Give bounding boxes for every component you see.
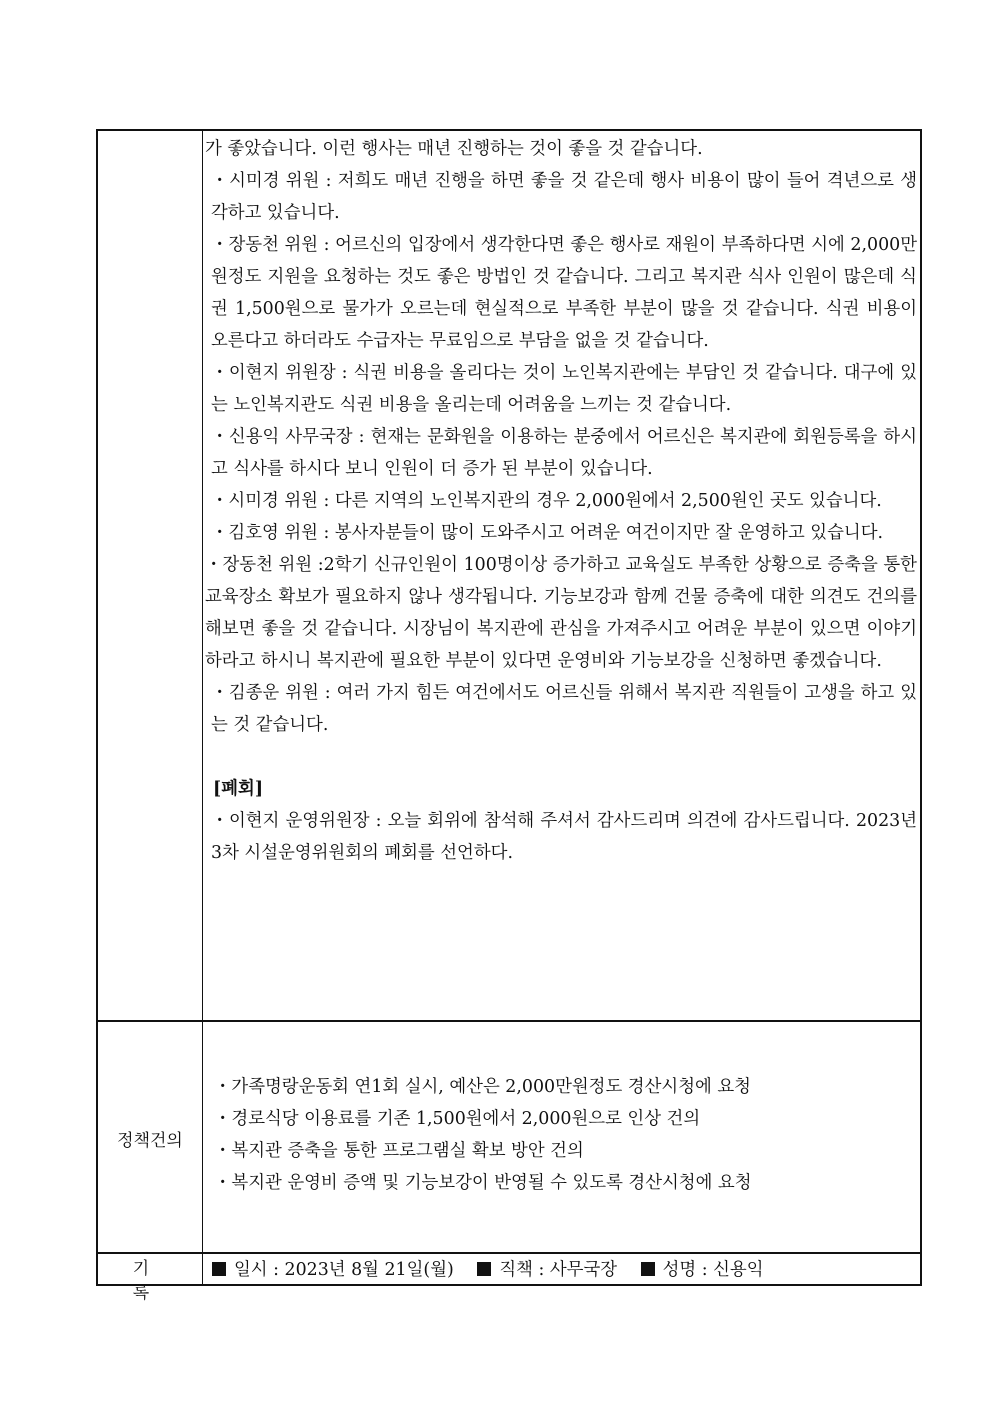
minutes-line: ・시미경 위원 : 다른 지역의 노인복지관의 경우 2,000원에서 2,500원인 곳도 있습니다.	[211, 491, 882, 511]
row-divider-record	[98, 1252, 920, 1254]
policy-item: ・복지관 증축을 통한 프로그램실 확보 방안 건의	[214, 1141, 584, 1161]
row-divider-policy	[98, 1020, 920, 1022]
closing-statement: ・이현지 운영위원장 : 오늘 회위에 참석해 주셔서 감사드리며 의견에 감사드립니다. 2023년 3차 시설운영위원회의 폐회를 선언하다.	[211, 811, 917, 863]
square-bullet-icon	[212, 1262, 226, 1276]
minutes-line: ・김종운 위원 : 여러 가지 힘든 여건에서도 어르신들 위해서 복지관 직원들이 고생을 하고 있는 것 같습니다.	[211, 683, 917, 735]
discussion-content	[205, 133, 917, 869]
minutes-line: 가 좋았습니다. 이런 행사는 매년 진행하는 것이 좋을 것 같습니다.	[205, 139, 703, 159]
policy-item: ・가족명랑운동회 연1회 실시, 예산은 2,000만원정도 경산시청에 요청	[214, 1077, 751, 1097]
minutes-line: ・장동천 위원 :2학기 신규인원이 100명이상 증가하고 교육실도 부족한 상황으로 증축을 통한 교육장소 확보가 필요하지 않나 생각됩니다. 기능보강과 함께 건물 증축에 대한 의견도 건의를 해보면 좋을 것 같습니다. 시장님이 복지관에 관심을 가져주시고 어려운 부분이 있으면 이야기하라고 하시니 복지관에 필요한 부분이 있다면 운영비와 기능보강을 신청하면 좋겠습니다.	[205, 555, 917, 671]
minutes-line: ・신용익 사무국장 : 현재는 문화원을 이용하는 분중에서 어르신은 복지관에 회원등록을 하시고 식사를 하시다 보니 인원이 더 증가 된 부분이 있습니다.	[211, 427, 917, 479]
blank-line	[205, 741, 917, 773]
column-divider	[202, 131, 203, 1284]
minutes-line: ・김호영 위원 : 봉사자분들이 많이 도와주시고 어려운 여건이지만 잘 운영하고 있습니다.	[211, 523, 884, 543]
minutes-line: ・이현지 위원장 : 식권 비용을 올리다는 것이 노인복지관에는 부담인 것 같습니다. 대구에 있는 노인복지관도 식권 비용을 올리는데 어려움을 느끼는 것 같습니다.	[211, 363, 917, 415]
policy-item: ・경로식당 이용료를 기존 1,500원에서 2,000원으로 인상 건의	[214, 1109, 701, 1129]
square-bullet-icon	[641, 1262, 655, 1276]
square-bullet-icon	[477, 1262, 491, 1276]
minutes-line: ・시미경 위원 : 저희도 매년 진행을 하면 좋을 것 같은데 행사 비용이 많이 들어 격년으로 생각하고 있습니다.	[211, 171, 917, 223]
minutes-line: ・장동천 위원 : 어르신의 입장에서 생각한다면 좋은 행사로 재원이 부족하다면 시에 2,000만원정도 지원을 요청하는 것도 좋은 방법인 것 같습니다. 그리고 복지관 식사 인원이 많은데 식권 1,500원으로 물가가 오르는데 현실적으로 부족한 부분이 많을 것 같습니다. 식권 비용이 오른다고 하더라도 수급자는 무료임으로 부담을 없을 것 같습니다.	[211, 235, 917, 351]
record-datetime: 일시 : 2023년 8월 21일(월)	[234, 1260, 454, 1280]
minutes-table	[96, 129, 922, 1303]
record-position: 직책 : 사무국장	[499, 1260, 618, 1280]
policy-item: ・복지관 운영비 증액 및 기능보강이 반영될 수 있도록 경산시청에 요청	[214, 1173, 752, 1193]
policy-list	[208, 1071, 914, 1199]
record-name: 성명 : 신용익	[662, 1260, 764, 1280]
record-label: 기록	[132, 1259, 188, 1303]
closing-heading: [폐회]	[213, 779, 264, 799]
record-info	[212, 1256, 912, 1284]
policy-label: 정책건의	[117, 1131, 183, 1151]
